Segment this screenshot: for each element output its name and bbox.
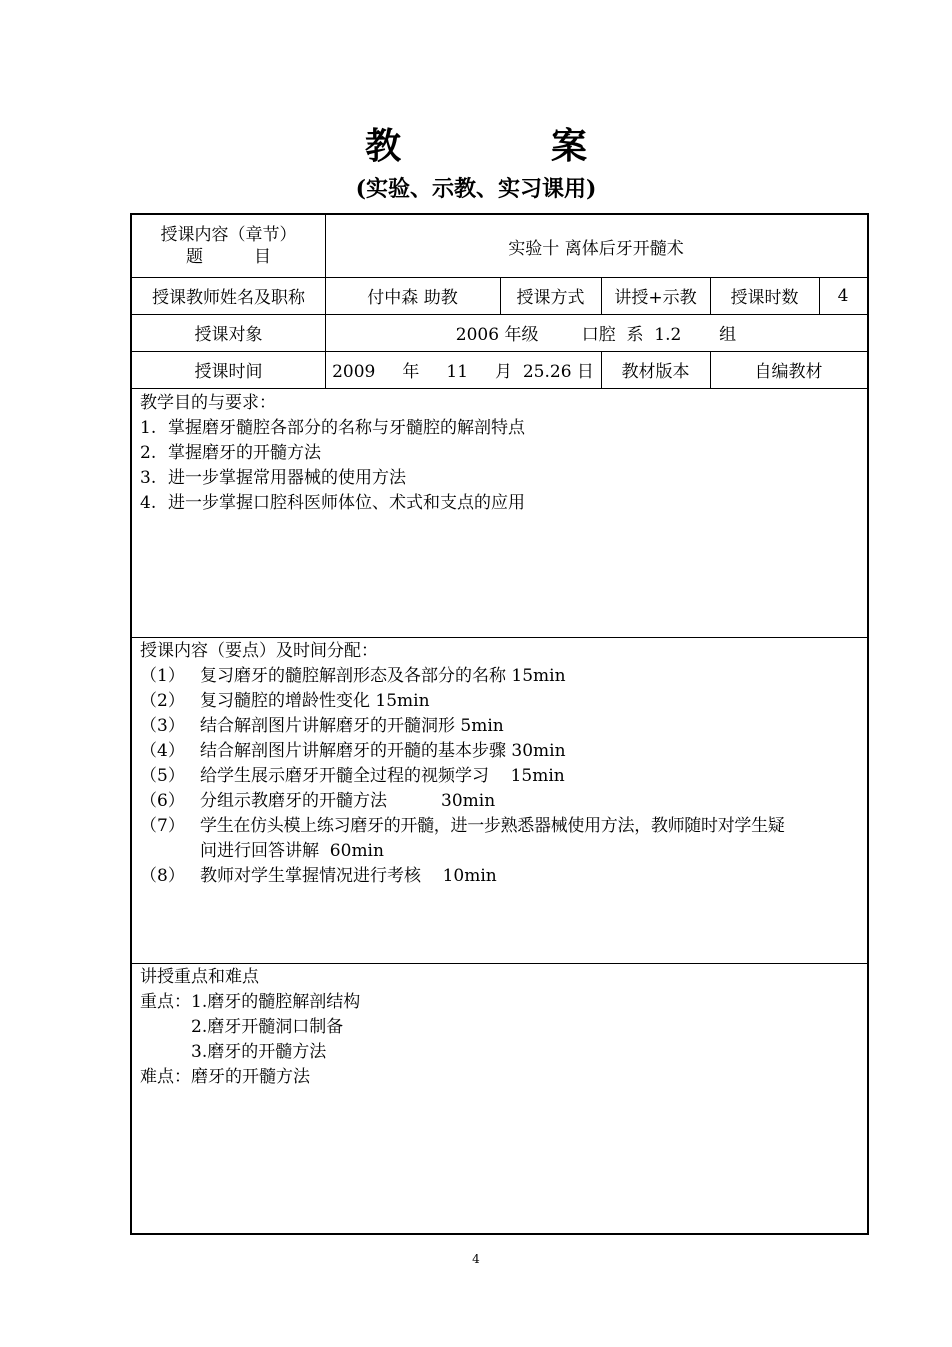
item-text: 进一步掌握常用器械的使用方法 <box>168 468 406 488</box>
item-text: 复习磨牙的髓腔解剖形态及各部分的名称 15min <box>200 666 566 686</box>
item-text: 复习髓腔的增龄性变化 15min <box>200 691 430 711</box>
focus-line <box>140 1040 360 1065</box>
list-item <box>140 689 785 714</box>
page-number: 4 <box>472 1252 480 1266</box>
difficulty-text: 磨牙的开髓方法 <box>191 1067 310 1087</box>
keypoints-heading: 讲授重点和难点 <box>140 967 259 987</box>
focus-item: 1.磨牙的髓腔解剖结构 <box>191 992 361 1012</box>
item-number: （5） <box>140 766 185 786</box>
item-text: 分组示教磨牙的开髓方法 30min <box>200 791 496 811</box>
list-item <box>140 864 785 889</box>
item-text: 掌握磨牙的开髓方法 <box>168 443 321 463</box>
focus-line <box>140 1015 360 1040</box>
item-text: 结合解剖图片讲解磨牙的开髓的基本步骤 30min <box>200 741 566 761</box>
item-number: 1. <box>140 418 157 438</box>
hours-value: 4 <box>837 285 849 306</box>
item-number: （6） <box>140 791 185 811</box>
item-text: 问进行回答讲解 60min <box>200 841 384 861</box>
textbook-value: 自编教材 <box>754 362 823 382</box>
topic-value: 实验十 离体后牙开髓术 <box>508 238 684 259</box>
hours-label: 授课时数 <box>730 288 799 308</box>
audience-value: 2006 年级 口腔 系 1.2 组 <box>455 325 737 345</box>
time-label: 授课时间 <box>194 362 263 382</box>
item-text: 给学生展示磨牙开髓全过程的视频学习 15min <box>200 766 565 786</box>
objectives-heading: 教学目的与要求： <box>140 393 276 413</box>
title-char-left: 教 <box>364 125 401 167</box>
content-heading: 授课内容（要点）及时间分配： <box>140 641 378 661</box>
method-value: 讲授+示教 <box>614 288 697 308</box>
item-number: 4. <box>140 493 157 513</box>
difficulty-label: 难点： <box>140 1067 191 1087</box>
difficulty-line <box>140 1065 360 1090</box>
item-number: （3） <box>140 716 185 736</box>
list-item-continuation <box>140 839 785 864</box>
objectives-section <box>140 391 525 516</box>
item-text: 教师对学生掌握情况进行考核 10min <box>200 866 497 886</box>
list-item <box>140 814 785 839</box>
title-char-right: 案 <box>551 125 588 167</box>
focus-item: 2.磨牙开髓洞口制备 <box>191 1017 344 1037</box>
list-item <box>140 664 785 689</box>
list-item <box>140 466 525 491</box>
textbook-label: 教材版本 <box>621 362 690 382</box>
list-item <box>140 441 525 466</box>
item-number: （4） <box>140 741 185 761</box>
method-label: 授课方式 <box>516 288 585 308</box>
time-value: 2009 年 11 月 25.26 日 <box>332 362 594 382</box>
item-text: 学生在仿头模上练习磨牙的开髓，进一步熟悉器械使用方法，教师随时对学生疑 <box>200 816 785 836</box>
focus-item: 3.磨牙的开髓方法 <box>191 1042 327 1062</box>
lesson-plan-table <box>130 213 869 1235</box>
item-text: 掌握磨牙髓腔各部分的名称与牙髓腔的解剖特点 <box>168 418 525 438</box>
item-text: 进一步掌握口腔科医师体位、术式和支点的应用 <box>168 493 525 513</box>
list-item <box>140 789 785 814</box>
teacher-label: 授课教师姓名及职称 <box>152 288 305 308</box>
item-number: （8） <box>140 866 185 886</box>
topic-label <box>132 215 325 277</box>
list-item <box>140 739 785 764</box>
topic-label-line1: 授课内容（章节） <box>160 225 297 245</box>
focus-label: 重点： <box>140 992 191 1012</box>
keypoints-section <box>140 965 360 1090</box>
list-item <box>140 416 525 441</box>
item-number: （1） <box>140 666 185 686</box>
topic-label-line2: 题 目 <box>186 247 271 267</box>
page-title <box>0 118 952 169</box>
item-number: （7） <box>140 816 185 836</box>
content-section <box>140 639 785 889</box>
teacher-value: 付中森 助教 <box>367 288 458 308</box>
item-text: 结合解剖图片讲解磨牙的开髓洞形 5min <box>200 716 504 736</box>
list-item <box>140 764 785 789</box>
audience-label: 授课对象 <box>194 325 263 345</box>
item-number: 2. <box>140 443 157 463</box>
item-number: （2） <box>140 691 185 711</box>
page-subtitle: (实验、示教、实习课用) <box>355 176 597 202</box>
item-number: 3. <box>140 468 157 488</box>
list-item <box>140 491 525 516</box>
focus-line <box>140 990 360 1015</box>
list-item <box>140 714 785 739</box>
